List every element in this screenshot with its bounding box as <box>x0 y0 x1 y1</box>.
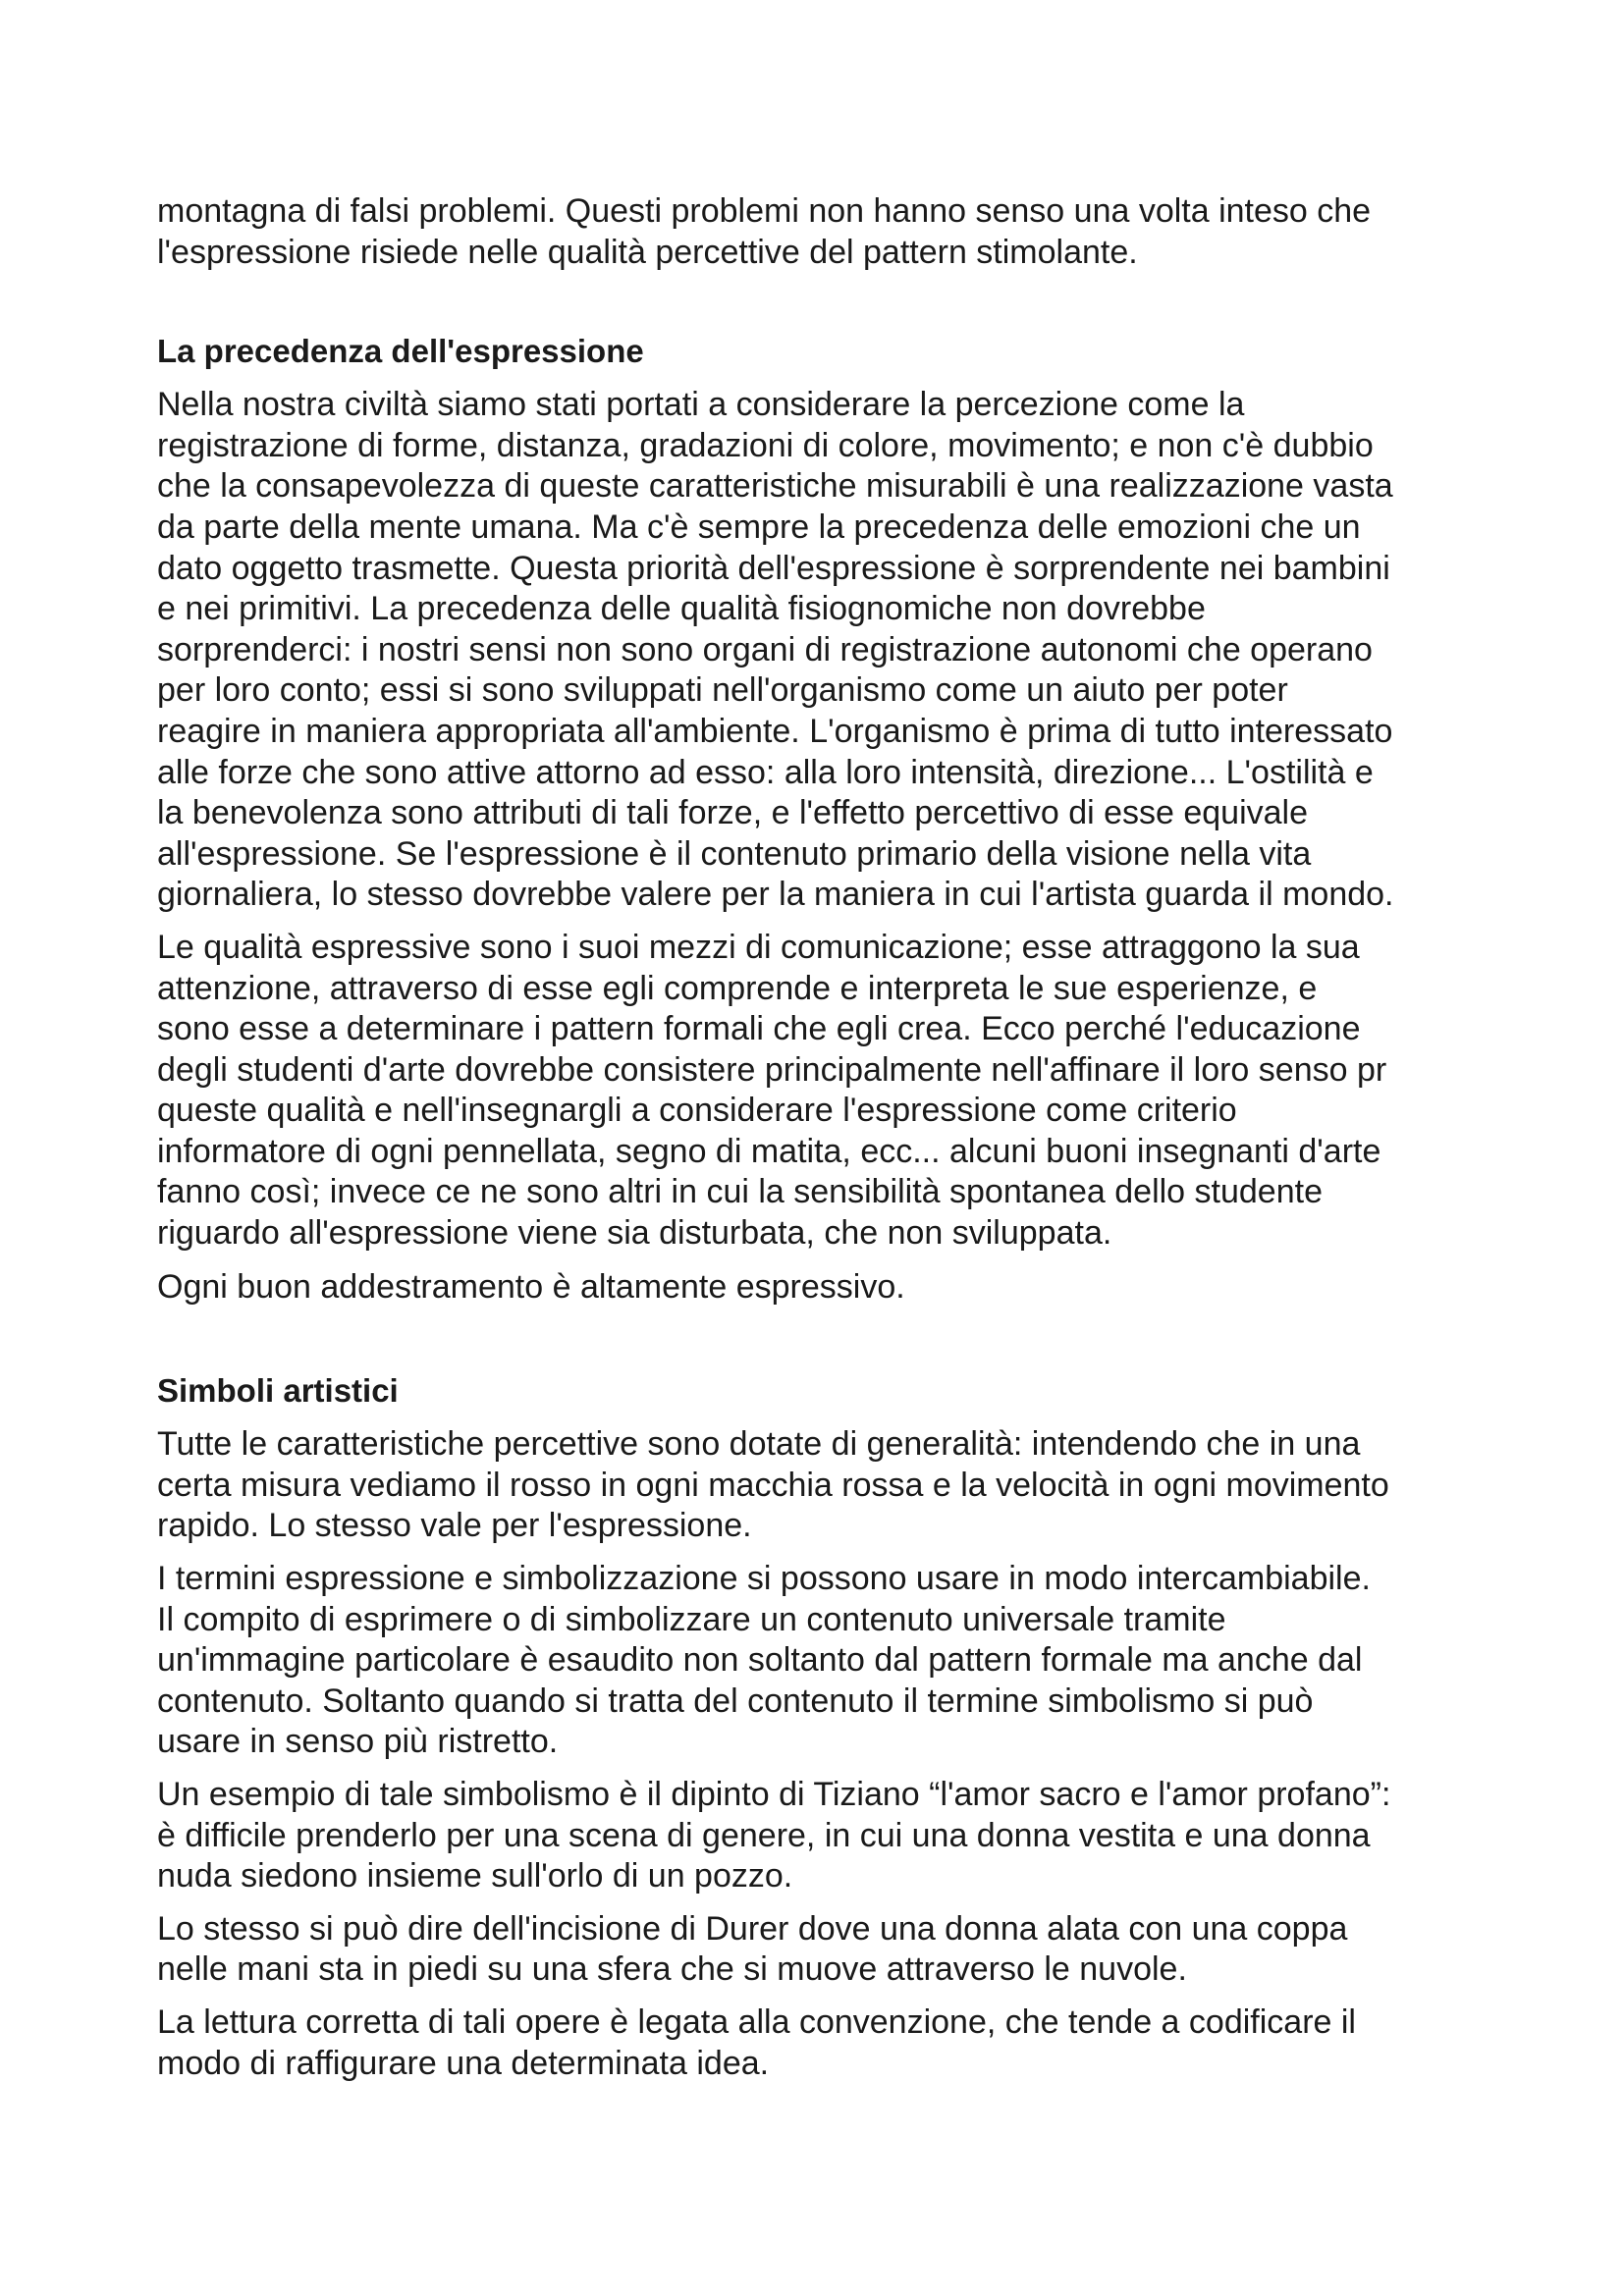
text-line: Tutte le caratteristiche percettive sono dotate di generalità: intendendo che in una <box>157 1425 1361 1464</box>
text-line: informatore di ogni pennellata, segno di matita, ecc... alcuni buoni insegnanti d'arte <box>157 1132 1381 1170</box>
text-line: giornaliera, lo stesso dovrebbe valere per la maniera in cui l'artista guarda il mondo. <box>157 876 1394 914</box>
paragraph-termini-espressione <box>157 1559 1483 1763</box>
paragraph-qualita-espressive <box>157 928 1483 1255</box>
text-line: un'immagine particolare è esaudito non soltanto dal pattern formale ma anche dal <box>157 1641 1363 1680</box>
text-line: all'espressione. Se l'espressione è il contenuto primario della visione nella vita <box>157 834 1312 873</box>
text-line: Il compito di esprimere o di simbolizzare un contenuto universale tramite <box>157 1600 1226 1638</box>
text-line: certa misura vediamo il rosso in ogni macchia rossa e la velocità in ogni movimento <box>157 1466 1389 1504</box>
section-heading-simboli: Simboli artistici <box>157 1372 399 1410</box>
text-line: nuda siedono insieme sull'orlo di un pozzo. <box>157 1857 793 1896</box>
paragraph-incisione-durer <box>157 1909 1483 1991</box>
text-line: queste qualità e nell'insegnargli a considerare l'espressione come criterio <box>157 1092 1237 1130</box>
text-line: reagire in maniera appropriata all'ambiente. L'organismo è prima di tutto interessato <box>157 712 1393 750</box>
paragraph-tutte-le-caratteristiche <box>157 1424 1483 1547</box>
text-line: alle forze che sono attive attorno ad esso: alla loro intensità, direzione... L'ostilità e <box>157 753 1374 791</box>
text-line: I termini espressione e simbolizzazione si possono usare in modo intercambiabile. <box>157 1560 1371 1598</box>
text-line: registrazione di forme, distanza, gradazioni di colore, movimento; e non c'è dubbio <box>157 426 1374 464</box>
text-line: nelle mani sta in piedi su una sfera che si muove attraverso le nuvole. <box>157 1950 1187 1989</box>
paragraph-lettura-corretta <box>157 2002 1483 2084</box>
intro-paragraph <box>157 191 1483 273</box>
paragraph-nella-nostra-civilta <box>157 385 1483 916</box>
text-line: modo di raffigurare una determinata idea. <box>157 2044 770 2082</box>
text-line: contenuto. Soltanto quando si tratta del contenuto il termine simbolismo si può <box>157 1682 1314 1720</box>
text-line: da parte della mente umana. Ma c'è sempre la precedenza delle emozioni che un <box>157 507 1361 546</box>
paragraph-ogni-buon-addestramento <box>157 1267 1483 1308</box>
text-line: e nei primitivi. La precedenza delle qualità fisiognomiche non dovrebbe <box>157 590 1206 628</box>
text-line: degli studenti d'arte dovrebbe consistere principalmente nell'affinare il loro senso pr <box>157 1050 1387 1089</box>
text-line: montagna di falsi problemi. Questi problemi non hanno senso una volta inteso che <box>157 192 1372 230</box>
text-line: la benevolenza sono attributi di tali forze, e l'effetto percettivo di esse equivale <box>157 794 1309 832</box>
text-line: fanno così; invece ce ne sono altri in cui la sensibilità spontanea dello studente <box>157 1173 1323 1211</box>
text-line: rapido. Lo stesso vale per l'espressione. <box>157 1507 752 1545</box>
text-line: è difficile prenderlo per una scena di genere, in cui una donna vestita e una donna <box>157 1816 1371 1854</box>
text-line: dato oggetto trasmette. Questa priorità dell'espressione è sorprendente nei bambini <box>157 549 1390 587</box>
text-line: Ogni buon addestramento è altamente espressivo. <box>157 1267 905 1306</box>
text-line: per loro conto; essi si sono sviluppati nell'organismo come un aiuto per poter <box>157 671 1288 710</box>
text-line: usare in senso più ristretto. <box>157 1723 559 1761</box>
text-line: La lettura corretta di tali opere è legata alla convenzione, che tende a codificare il <box>157 2002 1356 2041</box>
text-line: che la consapevolezza di queste caratteristiche misurabili è una realizzazione vasta <box>157 467 1393 506</box>
text-line: Un esempio di tale simbolismo è il dipinto di Tiziano “l'amor sacro e l'amor profano”: <box>157 1776 1391 1813</box>
text-line: sorprenderci: i nostri sensi non sono organi di registrazione autonomi che operano <box>157 630 1373 668</box>
text-line: attenzione, attraverso di esse egli comprende e interpreta le sue esperienze, e <box>157 969 1318 1007</box>
text-line: riguardo all'espressione viene sia disturbata, che non sviluppata. <box>157 1214 1112 1253</box>
text-line: sono esse a determinare i pattern formali che egli crea. Ecco perché l'educazione <box>157 1010 1361 1048</box>
document-page <box>157 191 1483 2084</box>
text-line: Nella nostra civiltà siamo stati portati a considerare la percezione come la <box>157 386 1245 424</box>
text-line: l'espressione risiede nelle qualità percettive del pattern stimolante. <box>157 233 1138 271</box>
paragraph-esempio-tiziano <box>157 1775 1483 1897</box>
text-line: Le qualità espressive sono i suoi mezzi di comunicazione; esse attraggono la sua <box>157 928 1360 966</box>
section-heading-precedenza: La precedenza dell'espressione <box>157 333 644 370</box>
text-line: Lo stesso si può dire dell'incisione di Durer dove una donna alata con una coppa <box>157 1909 1348 1948</box>
